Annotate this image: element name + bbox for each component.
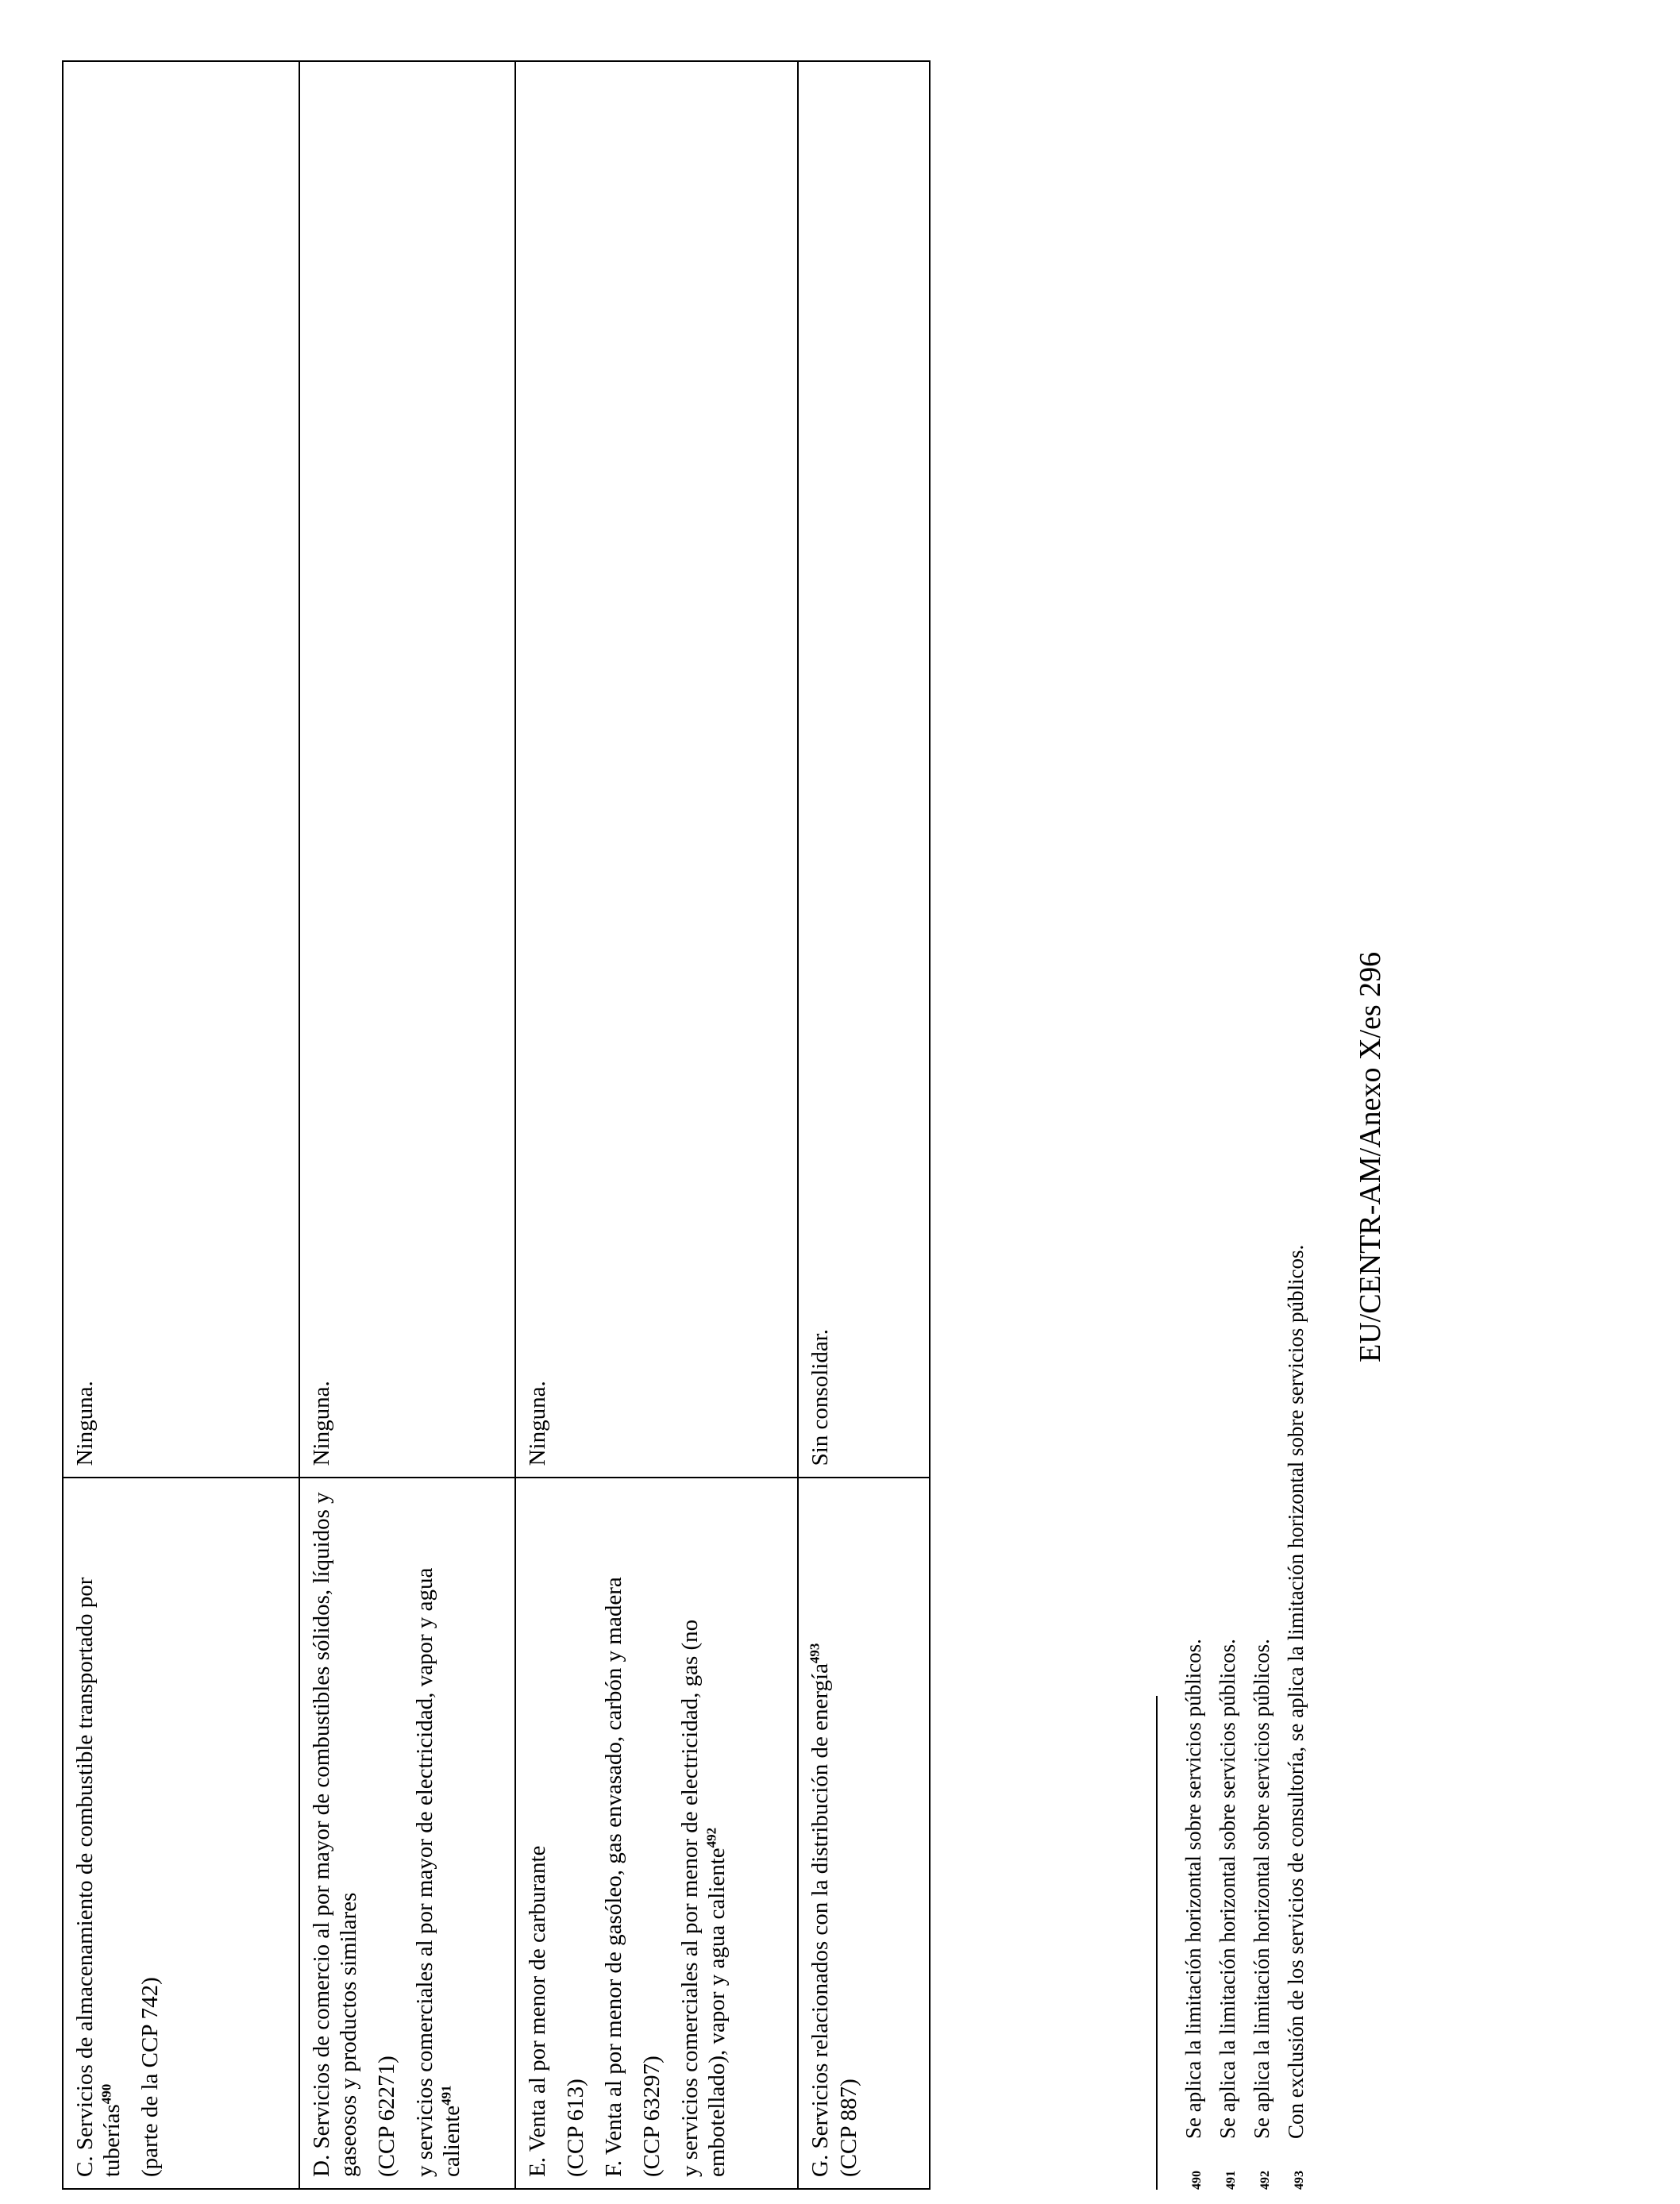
footnote-text: Se aplica la limitación horizontal sobre servicios públicos. — [1250, 1639, 1273, 2139]
commitments-table — [62, 60, 931, 2190]
sector-paragraph: y servicios comerciales al por mayor de electricidad, vapor y agua caliente$^{491}$ — [412, 1567, 464, 2177]
sector-paragraph: C. Servicios de almacenamiento de combustible transportado por tuberías$^{490}$ — [72, 1577, 125, 2177]
sector-cell — [63, 1478, 299, 2189]
footnote-ref[interactable]: 493 — [807, 1643, 823, 1664]
sector-paragraph: F. Venta al por menor de gasóleo, gas envasado, carbón y madera — [601, 1577, 626, 2177]
table-row — [515, 61, 798, 2189]
sector-paragraph: y servicios comerciales al por menor de electricidad, gas (no embotellado), vapor y agua caliente$^{492}$ — [677, 1619, 730, 2177]
footnote — [1212, 602, 1247, 2190]
footnote — [1247, 602, 1281, 2190]
footnote-ref[interactable]: 490 — [98, 2083, 114, 2105]
footnotes — [1178, 602, 1315, 2190]
sector-cell — [798, 1478, 930, 2189]
footnote-text: Se aplica la limitación horizontal sobre servicios públicos. — [1181, 1639, 1205, 2139]
sector-cell — [515, 1478, 798, 2189]
table-row — [299, 61, 515, 2189]
footnote-number: 493 — [1293, 2171, 1306, 2190]
footnote-number: 491 — [1224, 2171, 1238, 2190]
sector-paragraph: (CCP 63297) — [639, 2056, 665, 2177]
sector-paragraph: (CCP 62271) — [374, 2056, 399, 2177]
sector-paragraph: E. Venta al por menor de carburante — [525, 1845, 550, 2177]
footnote — [1281, 602, 1315, 2190]
footnote-text: Con exclusión de los servicios de consultoría, se aplica la limitación horizontal sobre servicios públicos. — [1284, 1244, 1308, 2139]
footnote — [1178, 602, 1212, 2190]
footnote-separator — [1156, 1696, 1158, 2190]
footnote-ref[interactable]: 492 — [703, 1827, 719, 1848]
limitation-cell: Ninguna. — [515, 61, 798, 1478]
sector-paragraph: D. Servicios de comercio al por mayor de combustibles sólidos, líquidos y gaseosos y productos similares — [309, 1492, 361, 2177]
sector-cell — [299, 1478, 515, 2189]
limitation-cell: Sin consolidar. — [798, 61, 930, 1478]
footnote-number: 492 — [1258, 2171, 1272, 2190]
page-footer: EU/CENTR-AM/Anexo X/es 296 — [1354, 951, 1387, 1362]
sector-paragraph: (CCP 613) — [563, 2079, 588, 2177]
sector-paragraph: (CCP 887) — [836, 2079, 861, 2177]
footnote-number: 490 — [1190, 2171, 1204, 2190]
sector-paragraph: G. Servicios relacionados con la distribución de energía$^{493}$ — [807, 1643, 833, 2177]
footnote-text: Se aplica la limitación horizontal sobre servicios públicos. — [1216, 1639, 1239, 2139]
limitation-cell: Ninguna. — [299, 61, 515, 1478]
sector-paragraph: (parte de la CCP 742) — [137, 1977, 163, 2177]
limitation-cell: Ninguna. — [63, 61, 299, 1478]
table-row — [63, 61, 299, 2189]
table-row — [798, 61, 930, 2189]
footnote-ref[interactable]: 491 — [438, 2085, 454, 2106]
